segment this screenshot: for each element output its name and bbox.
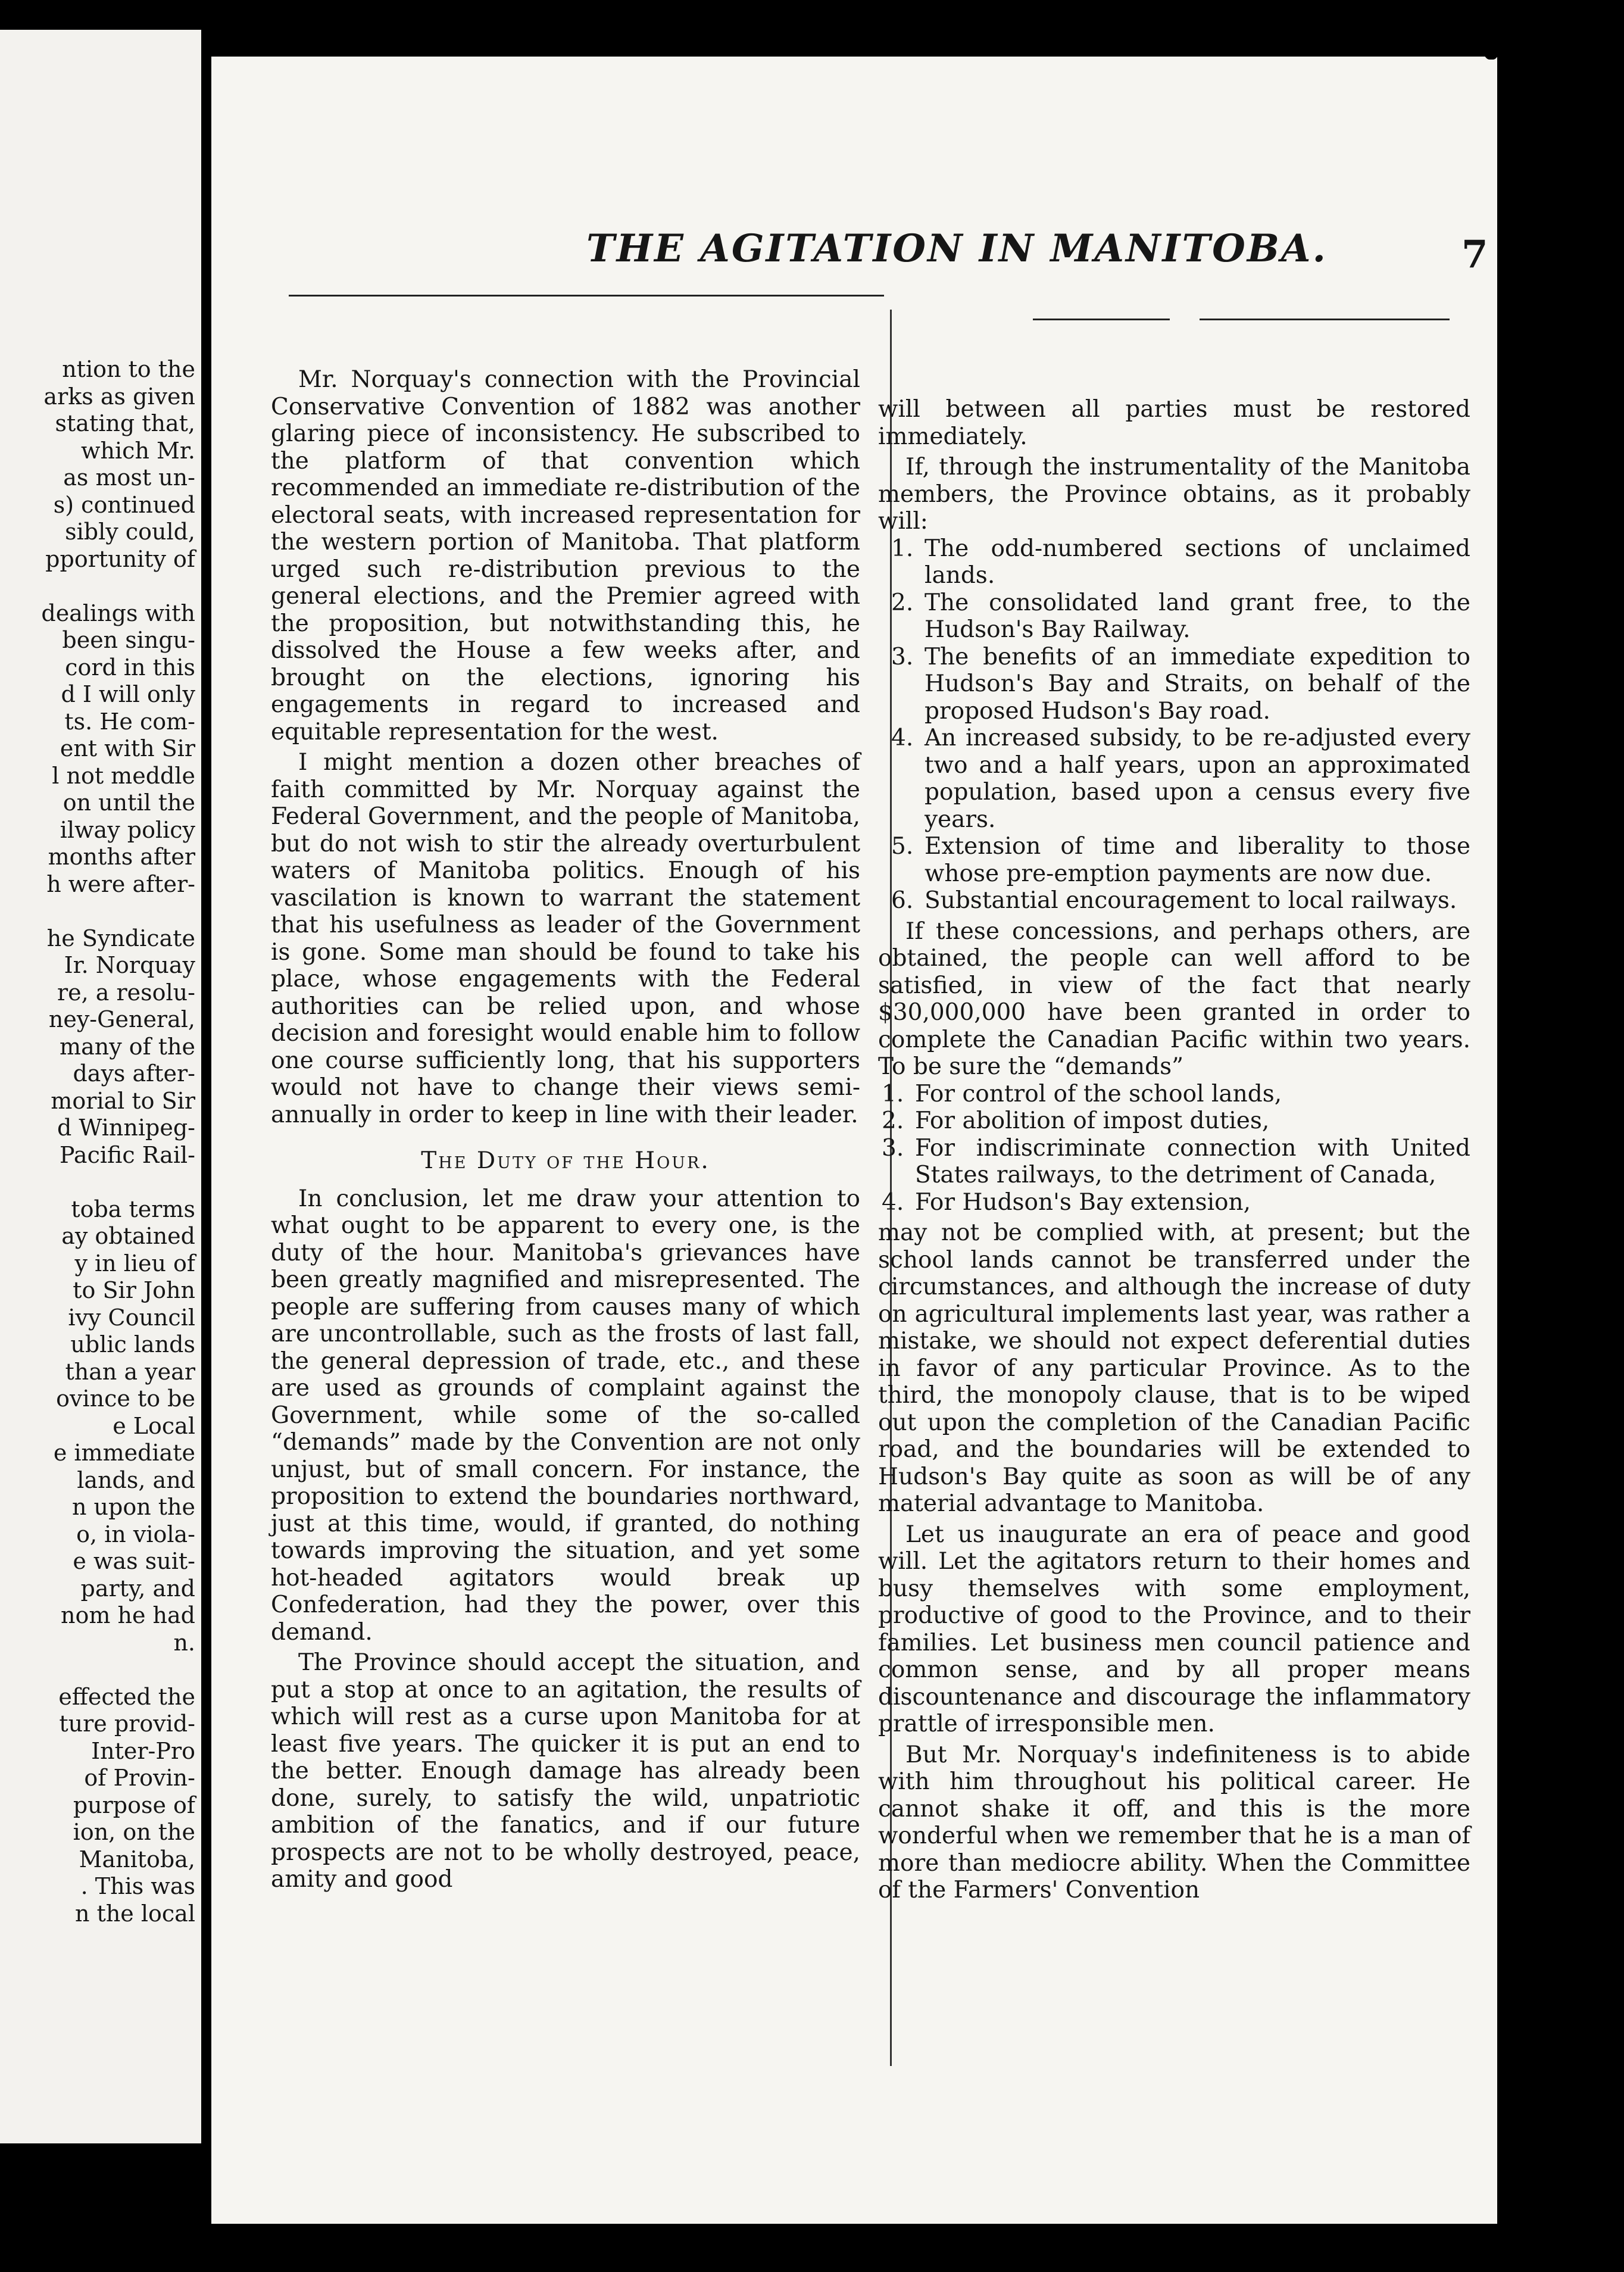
paragraph: The Province should accept the situation, and put a stop at once to an agitation, the results of which will rest as a curse upon Manitoba for at least five years. The quicker it is put an end to the better. Enough damage has already been done, surely, to satisfy the wild, unpatriotic ambition of the fanatics, and if our future prospects are not to be wholly destroyed, peace, amity and good <box>271 1649 860 1893</box>
paragraph: If, through the instrumentality of the Manitoba members, the Province obtains, as it probably will: <box>878 454 1470 535</box>
paragraph: Mr. Norquay's connection with the Provincial Conservative Convention of 1882 was another glaring piece of inconsistency. He subscribed to the platform of that convention which recommended an immediate re-distribution of the electoral seats, with increased representation for the western portion of Manitoba. That platform urged such re-distribution previous to the general elections, and the Premier agreed with the proposition, but notwithstanding this, he dissolved the House a few weeks after, and brought on the elections, ignoring his engagements in regard to increased and equitable representation for the west. <box>271 366 860 745</box>
list-item <box>878 1081 1470 1108</box>
paragraph: will between all parties must be restored immediately. <box>878 396 1470 450</box>
facing-page-line <box>0 1169 195 1196</box>
facing-page-line: re, a resolu- <box>57 979 195 1006</box>
paragraph: Let us inaugurate an era of peace and good will. Let the agitators return to their homes and busy themselves with some employment, productive of good to the Province, and to their families. Let business men council patience and common sense, and by all proper means discountenance and discourage the inflammatory prattle of irresponsible men. <box>878 1521 1470 1737</box>
facing-page-line: Manitoba, <box>79 1846 195 1872</box>
facing-page-line: ts. He com- <box>64 708 195 735</box>
list-item-number: 2. <box>891 589 914 616</box>
facing-page-line: d I will only <box>61 681 195 707</box>
list-item <box>878 644 1470 725</box>
list-item-text: An increased subsidy, to be re-adjusted every two and a half years, upon an approximated population, based upon a census every five years. <box>925 725 1470 833</box>
facing-page-line: Inter-Pro <box>91 1737 195 1764</box>
facing-page-line: y in lieu of <box>74 1250 195 1277</box>
facing-page-line: s) continued <box>53 491 195 518</box>
paragraph: may not be complied with, at present; but the school lands cannot be transferred under the circumstances, and although the increase of duty on agricultural implements last year, was rather a mistake, we should not expect deferential duties in favor of any particular Province. As to the third, the monopoly clause, that is to be wiped out upon the completion of the Canadian Pacific road, and the boundaries will be extended to Hudson's Bay quite as soon as will be of any material advantage to Manitoba. <box>878 1219 1470 1517</box>
list-item <box>878 535 1470 589</box>
facing-page-text <box>0 356 195 1927</box>
facing-page-line: ay obtained <box>61 1223 195 1249</box>
paragraph: But Mr. Norquay's indefiniteness is to abide with him throughout his political career. He cannot shake it off, and this is the more wonderful when we remember that he is a man of more than mediocre ability. When the Committee of the Farmers' Convention <box>878 1741 1470 1903</box>
list-item-text: For Hudson's Bay extension, <box>915 1188 1251 1216</box>
facing-page-line: toba terms <box>71 1196 195 1222</box>
ink-blot <box>1482 24 1500 60</box>
facing-page-line: ublic lands <box>70 1331 195 1357</box>
facing-page-line: nom he had <box>61 1602 195 1628</box>
facing-page-line: dealings with <box>41 600 195 626</box>
list-item-number: 1. <box>882 1080 904 1107</box>
right-column <box>878 396 1470 1904</box>
list-item-number: 3. <box>891 643 914 670</box>
list-item-text: The consolidated land grant free, to the Hudson's Bay Railway. <box>925 589 1470 643</box>
facing-page-line: e Local <box>113 1412 195 1439</box>
facing-page-line: sibly could, <box>65 519 195 545</box>
facing-page-line: ture provid- <box>59 1711 195 1737</box>
header-rule-left <box>289 295 884 297</box>
facing-page-line: many of the <box>60 1033 195 1060</box>
facing-page-line: morial to Sir <box>51 1087 195 1114</box>
facing-page-line: n upon the <box>71 1494 195 1520</box>
facing-page-line: than a year <box>65 1358 195 1385</box>
facing-page-line: ovince to be <box>56 1385 195 1412</box>
facing-page-line: months after <box>48 844 195 870</box>
paragraph: In conclusion, let me draw your attention to what ought to be apparent to every one, is the duty of the hour. Manitoba's grievances have been greatly magnified and misrepresented. The people are suffering from causes many of which are uncontrollable, such as the frosts of last fall, the general depression of trade, etc., and these are used as grounds of complaint against the Government, while some of the so-called “demands” made by the Convention are not only unjust, but of small concern. For instance, the proposition to extend the boundaries northward, just at this time, would, if granted, do nothing towards improving the situation, and yet some hot-headed agitators would break up Confederation, had they the power, over this demand. <box>271 1185 860 1646</box>
list-item-text: For abolition of impost duties, <box>915 1107 1270 1134</box>
list-item-number: 4. <box>891 725 914 751</box>
left-column <box>271 366 860 1893</box>
facing-page-line: Ir. Norquay <box>64 952 195 978</box>
facing-page-line: l not meddle <box>52 762 195 789</box>
list-item <box>878 1107 1470 1135</box>
list-item <box>878 589 1470 644</box>
facing-page-line: ent with Sir <box>60 735 195 762</box>
facing-page-line: arks as given <box>43 383 195 410</box>
list-item-number: 2. <box>882 1107 904 1134</box>
facing-page-line: ion, on the <box>73 1819 195 1845</box>
facing-page-line <box>0 1656 195 1684</box>
facing-page-line: of Provin- <box>84 1765 195 1791</box>
facing-page-line <box>0 898 195 925</box>
list-item-number: 1. <box>891 535 914 562</box>
facing-page-line: e was suit- <box>73 1548 195 1574</box>
section-heading: The Duty of the Hour. <box>421 1147 710 1174</box>
page <box>211 57 1497 2224</box>
facing-page-line: as most un- <box>63 464 195 491</box>
facing-page-line: days after- <box>73 1060 195 1087</box>
facing-page-fragment <box>0 30 201 2143</box>
facing-page-line: ilway policy <box>60 816 195 843</box>
list-item-text: The odd-numbered sections of unclaimed lands. <box>925 535 1470 589</box>
facing-page-line: effected the <box>58 1683 195 1710</box>
facing-page-line: on until the <box>63 789 195 816</box>
facing-page-line: to Sir John <box>73 1277 195 1303</box>
demands-list <box>878 1081 1470 1216</box>
list-item-number: 6. <box>891 887 914 914</box>
facing-page-line <box>0 573 195 600</box>
facing-page-line: n the local <box>75 1900 195 1927</box>
paragraph: If these concessions, and perhaps others, are obtained, the people can well afford to be satisfied, in view of the fact that nearly $30,000,000 have been granted in order to complete the Canadian Pacific within two years. To be sure the “demands” <box>878 917 1470 1080</box>
facing-page-line: been singu- <box>62 627 195 653</box>
list-item-number: 4. <box>882 1188 904 1216</box>
running-head: THE AGITATION IN MANITOBA. <box>586 226 1328 271</box>
list-item <box>878 1135 1470 1189</box>
list-item <box>878 833 1470 887</box>
facing-page-line: purpose of <box>73 1792 195 1818</box>
list-item-text: Substantial encouragement to local railways. <box>925 887 1457 914</box>
facing-page-line: Pacific Rail- <box>60 1141 195 1168</box>
facing-page-line: h were after- <box>46 870 195 897</box>
list-item <box>878 887 1470 915</box>
facing-page-line: o, in viola- <box>76 1521 195 1547</box>
list-item <box>878 1189 1470 1216</box>
facing-page-line: n. <box>173 1629 195 1656</box>
facing-page-line: ney-General, <box>48 1006 195 1032</box>
facing-page-line: cord in this <box>65 654 195 681</box>
list-item-text: For indiscriminate connection with United States railways, to the detriment of Canada, <box>915 1134 1470 1188</box>
page-number: 7 <box>1461 232 1488 277</box>
facing-page-line: he Syndicate <box>46 925 195 951</box>
list-item-text: For control of the school lands, <box>915 1080 1282 1107</box>
facing-page-line: stating that, <box>55 410 195 436</box>
list-item-number: 5. <box>891 833 914 860</box>
facing-page-line: . This was <box>80 1873 195 1899</box>
facing-page-line: pportunity of <box>45 545 195 572</box>
facing-page-line: ivy Council <box>68 1304 195 1331</box>
facing-page-line: e immediate <box>53 1440 195 1466</box>
list-item-text: The benefits of an immediate expedition to Hudson's Bay and Straits, on behalf of the proposed Hudson's Bay road. <box>925 643 1470 725</box>
facing-page-line: d Winnipeg- <box>57 1115 195 1141</box>
concessions-list <box>878 535 1470 915</box>
list-item <box>878 725 1470 833</box>
facing-page-line: party, and <box>80 1575 195 1602</box>
list-item-number: 3. <box>882 1134 904 1162</box>
facing-page-line: which Mr. <box>81 437 195 464</box>
list-item-text: Extension of time and liberality to those whose pre-emption payments are now due. <box>925 833 1470 887</box>
header-rule-right <box>1200 319 1450 320</box>
facing-page-line: lands, and <box>77 1466 195 1493</box>
header-rule-right-short <box>1033 319 1170 320</box>
facing-page-line: ntion to the <box>62 356 195 382</box>
paragraph: I might mention a dozen other breaches of faith committed by Mr. Norquay against the Federal Government, and the people of Manitoba, but do not wish to stir the already overturbulent waters of Manitoba politics. Enough of his vascilation is known to warrant the statement that his usefulness as leader of the Government is gone. Some man should be found to take his place, whose engagements with the Federal authorities can be relied upon, and whose decision and foresight would enable him to follow one course sufficiently long, that his supporters would not have to change their views semi-annually in order to keep in line with their leader. <box>271 749 860 1128</box>
